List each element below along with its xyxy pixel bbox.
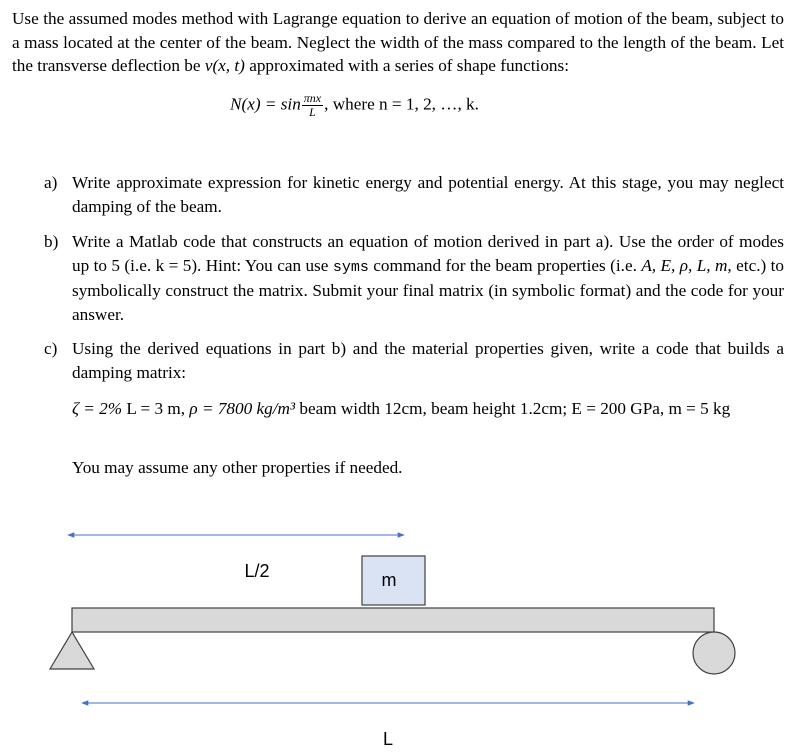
item-b	[44, 230, 784, 326]
item-b-text-mid: command for the beam properties (i.e.	[368, 255, 642, 275]
other-properties: beam width 12cm, beam height 1.2cm; E = 200 GPa, m = 5 kg	[295, 399, 731, 418]
item-a	[44, 171, 784, 218]
pin-support	[50, 632, 94, 669]
item-c	[44, 337, 784, 384]
intro-line-2: subject to a mass located at the center of the beam. Neglect the width of the mass compared to the length	[12, 9, 785, 52]
material-properties	[72, 397, 784, 421]
damping-ratio: ζ = 2%	[72, 399, 123, 418]
beam	[72, 608, 714, 632]
item-b-text	[72, 230, 784, 326]
mass-label: m	[381, 570, 397, 590]
beam-length: L = 3 m,	[126, 399, 186, 418]
formula-numerator: πnx	[303, 91, 322, 105]
item-a-text: Write approximate expression for kinetic energy and potential energy. At this stage, you may neglect damping of the beam.	[72, 173, 784, 216]
beam-property-symbols: A, E, ρ, L, m,	[641, 255, 732, 275]
intro-line-1: Use the assumed modes method with Lagrange equation to derive an equation of motion of the beam,	[12, 9, 714, 28]
formula-lhs: N(x) = sin	[230, 94, 301, 114]
item-b-text-post: etc.) to symbolically construct the matrix. Submit your final matrix (in symbolic format) and the code for your answer.	[72, 255, 785, 324]
roller-support	[693, 632, 735, 674]
formula-rhs: , where n = 1, 2, …, k.	[324, 94, 479, 114]
item-b-text-pre: Write a Matlab code that constructs an equation of motion derived in part a). Use the order of modes up to 5 (i.e. k = 5). Hint: You can use	[72, 232, 784, 275]
item-c-text: Using the derived equations in part b) and the material properties given, write a code that builds a damping matrix:	[72, 339, 784, 382]
item-a-label: a)	[44, 173, 58, 192]
item-b-label: b)	[44, 232, 59, 251]
intro-line-3a: of the beam. Let the transverse deflection be	[12, 32, 784, 75]
length-label: L	[382, 729, 394, 749]
syms-code: syms	[332, 258, 369, 276]
deflection-symbol: v(x, t)	[204, 56, 245, 75]
problem-statement	[12, 7, 784, 78]
half-length-label: L/2	[244, 561, 270, 581]
assume-note: You may assume any other properties if needed.	[72, 458, 403, 477]
formula-denominator: L	[309, 105, 316, 119]
formula-fraction	[302, 92, 323, 119]
intro-line-3b: approximated with a series of shape functions:	[244, 56, 569, 75]
item-c-label: c)	[44, 339, 58, 358]
shape-function-formula	[230, 92, 479, 119]
beam-diagram	[0, 520, 797, 756]
density: ρ = 7800 kg/m³	[189, 399, 296, 418]
